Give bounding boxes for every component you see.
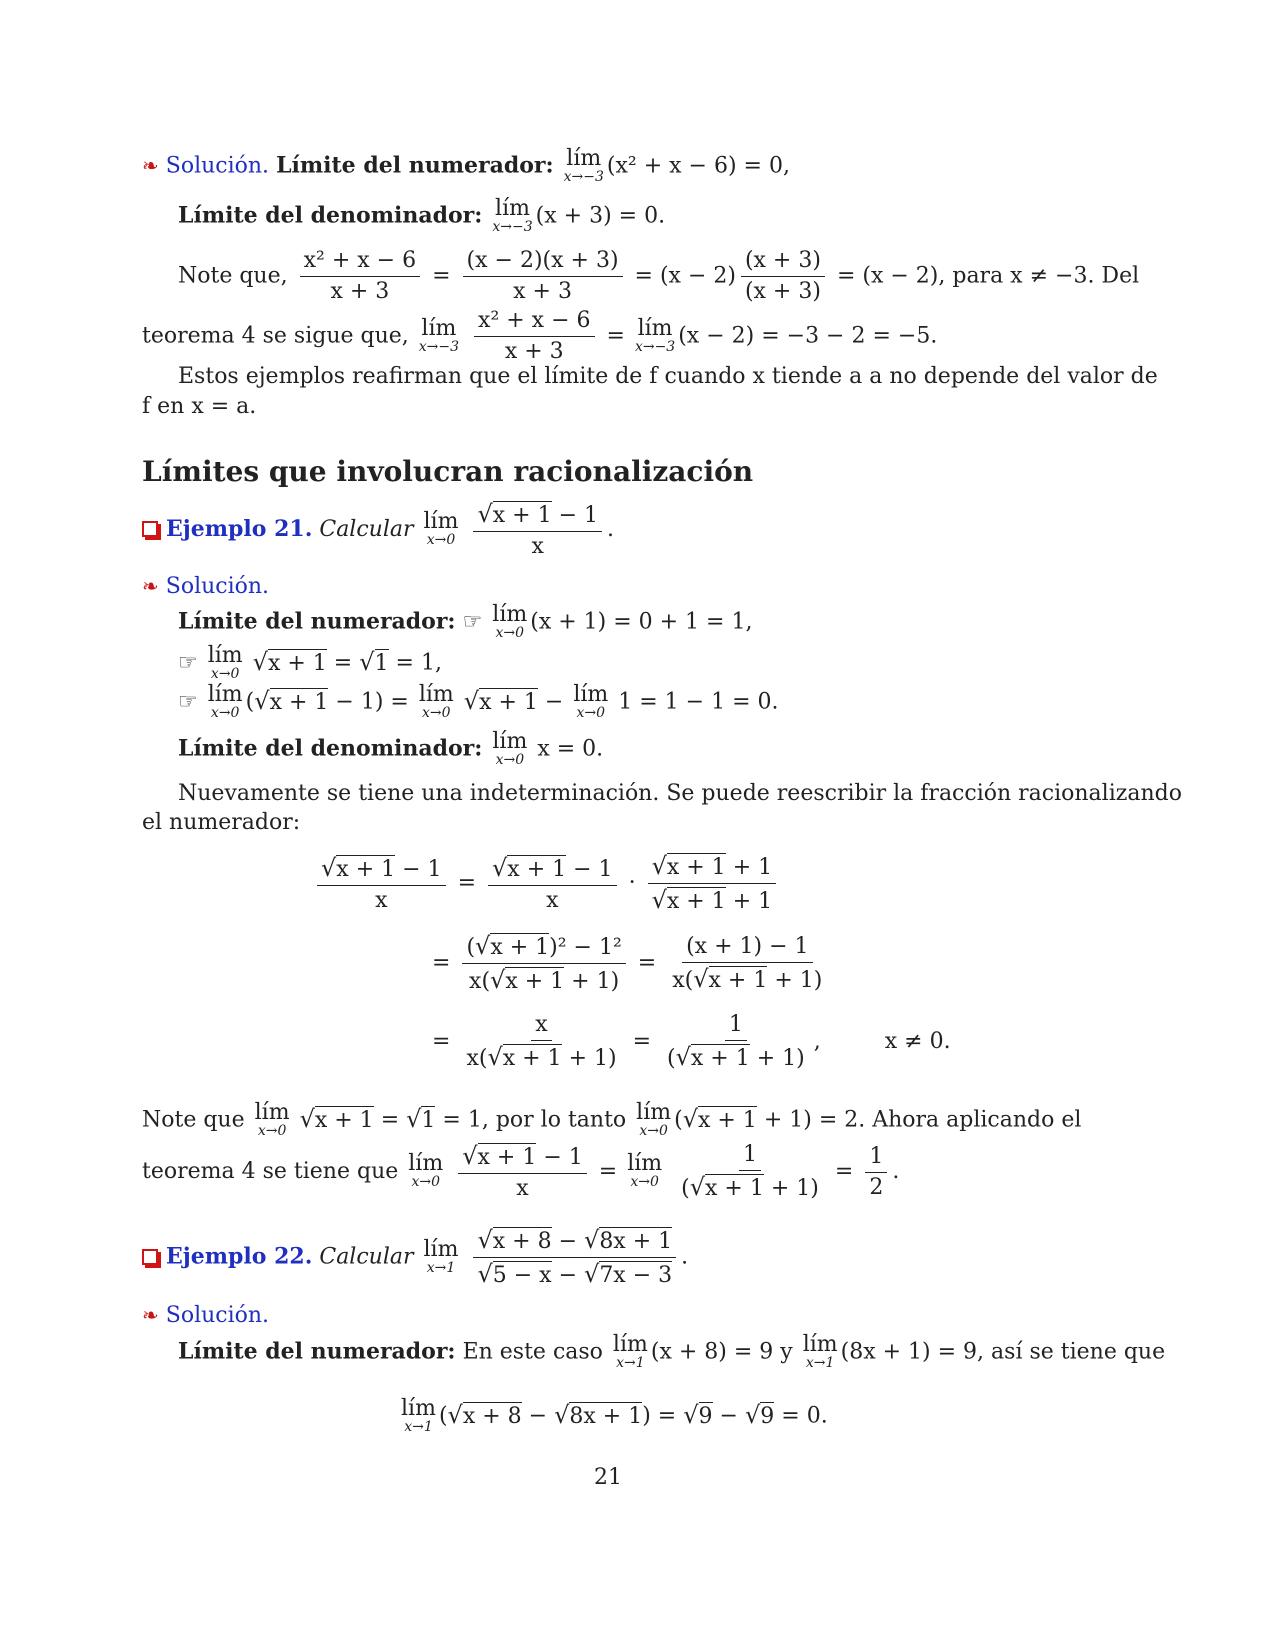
square-root: √x + 1 <box>682 1104 757 1133</box>
square-root: √x + 1 <box>299 1104 374 1133</box>
fraction: $\frac{√x + 1 - 1}{x}$ <box>488 856 617 912</box>
denominator-limit-label: Límite del denominador: <box>178 202 483 229</box>
numerator-limit-label: Límite del numerador: <box>178 1338 456 1365</box>
equals: = <box>432 263 451 289</box>
numerator-limit-line-2: Límite del numerador: En este caso lím x→1 (x + 8) = 9 y lím x→1 (8x + 1) = 9, así se tiene que <box>178 1332 1166 1371</box>
math-expression: (x + 3) = 0. <box>535 203 666 229</box>
solution-label: Solución. <box>165 153 270 179</box>
display-equation-2: = $\frac{\text{(√x + 1)² − 1²}}{x(√x + 1 + 1)}$ = $\frac{(x + 1) - 1}{x(√x + 1 + 1)}$ <box>432 934 831 993</box>
square-root: √x + 1 <box>254 686 329 715</box>
paragraph-line: Nuevamente se tiene una indeterminación. Se puede reescribir la fracción racionalizando <box>178 781 1182 806</box>
text: Note que, <box>178 263 288 289</box>
difference-limit-line: ☞ lím x→0 (√x + 1 − 1) = lím x→0 √x + 1 − lím x→0 1 = 1 − 1 = 0. <box>178 682 779 721</box>
denominator-limit-line <box>178 198 665 235</box>
square-root: √x + 1 <box>463 686 538 715</box>
limit-operator: lím x→1 <box>612 1332 648 1371</box>
limit-operator: lím x→−3 <box>634 315 676 355</box>
fraction: $\frac{(x - 2)(x + 3)}{x + 3}$ <box>463 250 623 303</box>
section-title: Límites que involucran racionalización <box>142 455 754 488</box>
limit-operator: lím x→0 <box>492 729 528 768</box>
factorization-line <box>178 250 1139 303</box>
fraction: $\frac{(x + 1) - 1}{x(√x + 1 + 1)}$ <box>672 933 823 993</box>
fraction: $\frac{1}{2}$ <box>865 1146 887 1199</box>
checkbox-square-icon <box>142 521 158 537</box>
example-22: Ejemplo 22. Calcular lím x→1 $\frac{√x + 8 - √8x + 1}{√5 - x - √7x - 3}$ . <box>142 1228 688 1287</box>
theorem-line-2: teorema 4 se tiene que lím x→0 $\frac{√x + 1 - 1}{x}$ = lím x→0 $\frac{1}{(√x + 1 + 1)}$ = $\frac{1}{2}$ . <box>142 1142 900 1201</box>
fraction: $\frac{x}{x(√x + 1 + 1)}$ <box>466 1012 617 1071</box>
numerator-limit-line <box>178 604 752 641</box>
limit-operator: lím x→0 <box>408 1151 444 1191</box>
fleuron-icon: ❧ <box>142 153 159 178</box>
limit-operator: lím x→−3 <box>492 196 533 235</box>
display-equation-4: lím x→1 (√x + 8 − √8x + 1) = √9 − √9 = 0. <box>401 1396 828 1435</box>
text: Calcular <box>319 1244 414 1270</box>
sqrt-limit-line: ☞ lím x→0 √x + 1 = √1 = 1, <box>178 643 442 682</box>
pointing-hand-icon: ☞ <box>462 609 483 635</box>
text: Calcular <box>319 517 414 542</box>
limit-operator: lím x→0 <box>492 602 528 641</box>
limit-operator: lím x→0 <box>423 509 459 549</box>
pointing-hand-icon: ☞ <box>178 650 198 676</box>
denominator-limit-label: Límite del denominador: <box>178 735 483 762</box>
numerator-limit-label: Límite del numerador: <box>276 152 554 179</box>
equals: = <box>606 323 625 349</box>
fraction: $\frac{\text{x² + x − 6}}{x + 3}$ <box>300 250 420 303</box>
checkbox-square-icon <box>142 1249 158 1265</box>
limit-operator: lím x→0 <box>207 643 243 682</box>
math-expression: (x² + x − 6) = 0, <box>606 153 790 179</box>
fraction: $\frac{1}{(√x + 1 + 1)}$ <box>667 1012 805 1071</box>
fraction: $\frac{√x + 1 + 1}{√x + 1 + 1}$ <box>648 854 777 913</box>
example-label: Ejemplo 21. <box>166 516 313 542</box>
paragraph-line: f en x = a. <box>142 394 257 419</box>
solution-line-2 <box>142 576 269 598</box>
square-root: √9 <box>744 1400 775 1429</box>
square-root: √1 <box>406 1104 436 1133</box>
paragraph-line: Estos ejemplos reafirman que el límite de f cuando x tiende a a no depende del valor de <box>178 364 1158 389</box>
numerator-limit-label: Límite del numerador: <box>178 608 456 635</box>
fraction: $\frac{(x + 3)}{(x + 3)}$ <box>741 250 825 303</box>
solution-label: Solución. <box>165 574 270 599</box>
fraction: $\frac{√x + 8 - √8x + 1}{√5 - x - √7x - 3}$ <box>473 1228 676 1287</box>
example-label: Ejemplo 22. <box>166 1243 313 1270</box>
square-root: √1 <box>359 647 389 676</box>
denominator-limit-line: Límite del denominador: lím x→0 x = 0. <box>178 729 604 768</box>
limit-operator: lím x→0 <box>418 682 454 721</box>
pointing-hand-icon: ☞ <box>178 689 198 715</box>
limit-operator: lím x→1 <box>802 1332 838 1371</box>
theorem-line <box>142 310 937 363</box>
solution-label: Solución. <box>165 1303 270 1328</box>
example-21: Ejemplo 21. Calcular lím x→0 $\frac{√x + 1 - 1}{x}$ . <box>142 502 614 558</box>
fleuron-icon: ❧ <box>142 574 159 598</box>
fraction: $\frac{\text{x² + x − 6}}{x + 3}$ <box>474 310 594 363</box>
condition: x ≠ 0. <box>884 1029 951 1054</box>
limit-operator: lím x→0 <box>254 1100 290 1139</box>
fraction: $\frac{\text{(√x + 1)² − 1²}}{x(√x + 1 + 1)}$ <box>462 934 625 993</box>
limit-operator: lím x→0 <box>573 682 609 721</box>
fleuron-icon: ❧ <box>142 1303 159 1327</box>
limit-operator: lím x→0 <box>207 682 243 721</box>
math-expression: = (x − 2) <box>634 263 736 289</box>
limit-operator: lím x→0 <box>627 1151 663 1191</box>
square-root: √x + 8 <box>447 1400 522 1429</box>
math-expression: (x − 2) = −3 − 2 = −5. <box>678 323 938 349</box>
math-expression: (x + 1) = 0 + 1 = 1, <box>530 609 753 635</box>
page-number: 21 <box>594 1465 622 1490</box>
text: teorema 4 se sigue que, <box>142 323 409 349</box>
note-line: Note que lím x→0 √x + 1 = √1 = 1, por lo tanto lím x→0 (√x + 1 + 1) = 2. Ahora aplicando el <box>142 1100 1082 1139</box>
limit-operator: lím x→0 <box>636 1100 672 1139</box>
square-root: √x + 1 <box>252 647 327 676</box>
square-root: √8x + 1 <box>554 1400 643 1429</box>
display-equation-3: = $\frac{x}{x(√x + 1 + 1)}$ = $\frac{1}{(√x + 1 + 1)}$ , x ≠ 0. <box>432 1012 951 1071</box>
square-root: √9 <box>683 1400 713 1429</box>
limit-operator: lím x→−3 <box>418 315 460 355</box>
fraction: $\frac{1}{(√x + 1 + 1)}$ <box>681 1142 819 1201</box>
fraction: $\frac{√x + 1 - 1}{x}$ <box>458 1144 587 1200</box>
math-expression: = (x − 2), para x ≠ −3. Del <box>836 263 1140 289</box>
limit-operator: lím x→−3 <box>563 146 604 185</box>
solution-line-1 <box>142 148 790 185</box>
solution-line-3 <box>142 1305 269 1327</box>
fraction: $\frac{√x + 1 - 1}{x}$ <box>473 502 602 558</box>
limit-operator: lím x→1 <box>423 1236 459 1276</box>
fraction: $\frac{√x + 1 - 1}{x}$ <box>317 856 446 912</box>
display-equation-1: $\frac{√x + 1 - 1}{x}$ = $\frac{√x + 1 - 1}{x}$ · $\frac{√x + 1 + 1}{√x + 1 + 1}$ <box>312 854 781 913</box>
paragraph-line: el numerador: <box>142 810 301 835</box>
limit-operator: lím x→1 <box>401 1396 436 1435</box>
